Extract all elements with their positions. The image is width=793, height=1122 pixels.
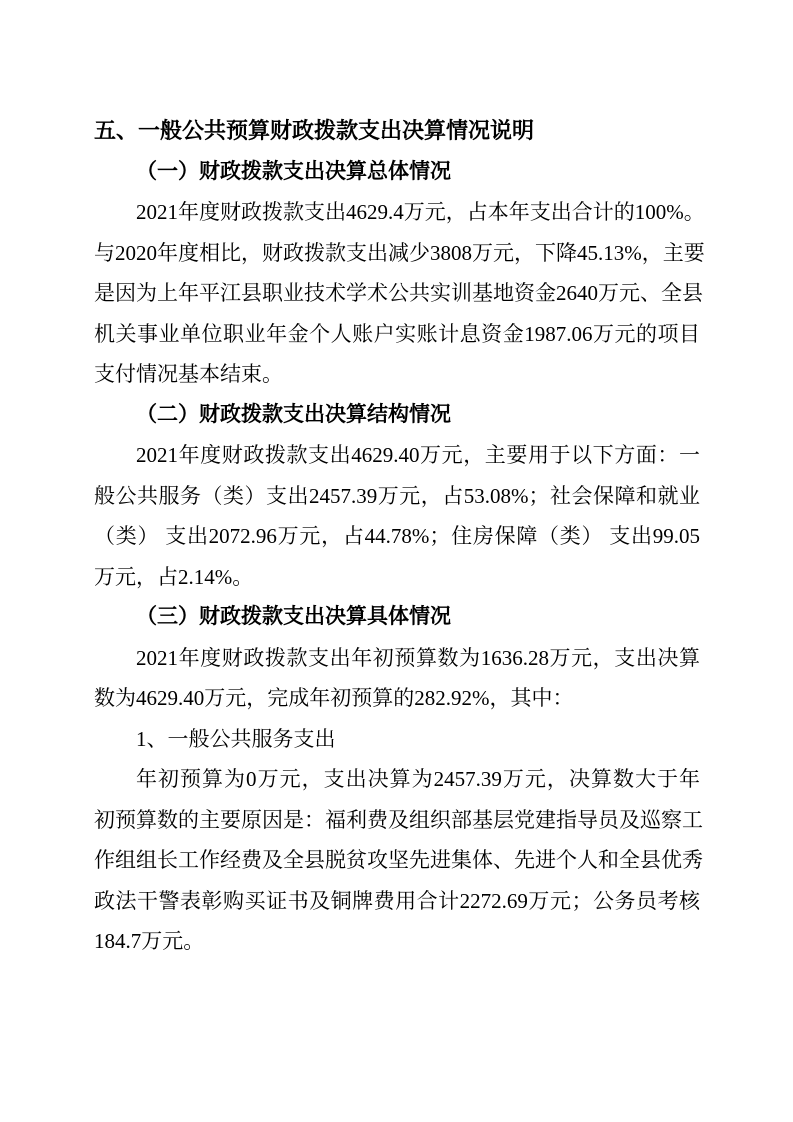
text-line: 般公共服务（类）支出2457.39万元，占53.08%；社会保障和就业 bbox=[94, 483, 700, 508]
document-text-block bbox=[94, 111, 705, 962]
section-heading: （二）财政拨款支出决算结构情况 bbox=[136, 402, 451, 426]
section-heading: （一）财政拨款支出决算总体情况 bbox=[136, 159, 451, 183]
text-line: 作组组长工作经费及全县脱贫攻坚先进集体、先进个人和全县优秀 bbox=[94, 848, 703, 872]
text-line: 年初预算为0万元，支出决算为2457.39万元，决算数大于年 bbox=[136, 767, 700, 791]
text-line: 2021年度财政拨款支出年初预算数为1636.28万元，支出决算 bbox=[136, 645, 700, 670]
text-line: 184.7万元。 bbox=[94, 929, 205, 953]
text-line: 数为4629.40万元，完成年初预算的282.92%，其中： bbox=[94, 686, 574, 710]
text-line: （类） 支出2072.96万元，占44.78%；住房保障（类） 支出99.05 bbox=[94, 524, 700, 548]
section-heading: （三）财政拨款支出决算具体情况 bbox=[136, 605, 451, 628]
text-line: 与2020年度相比，财政拨款支出减少3808万元，下降45.13%，主要 bbox=[94, 240, 705, 265]
text-line: 1、一般公共服务支出 bbox=[136, 726, 336, 751]
text-line: 2021年度财政拨款支出4629.4万元，占本年支出合计的100%。 bbox=[136, 200, 705, 224]
text-line: 万元，占2.14%。 bbox=[94, 564, 254, 589]
document-title: 五、一般公共预算财政拨款支出决算情况说明 bbox=[94, 118, 535, 143]
text-line: 支付情况基本结束。 bbox=[94, 362, 283, 386]
text-line: 机关事业单位职业年金个人账户实账计息资金1987.06万元的项目 bbox=[94, 321, 700, 346]
text-line: 初预算数的主要原因是：福利费及组织部基层党建指导员及巡察工 bbox=[94, 807, 703, 832]
text-line: 政法干警表彰购买证书及铜牌费用合计2272.69万元；公务员考核 bbox=[94, 888, 700, 913]
text-line: 是因为上年平江县职业技术学术公共实训基地资金2640万元、全县 bbox=[94, 281, 703, 305]
text-line: 2021年度财政拨款支出4629.40万元，主要用于以下方面：一 bbox=[136, 443, 700, 467]
